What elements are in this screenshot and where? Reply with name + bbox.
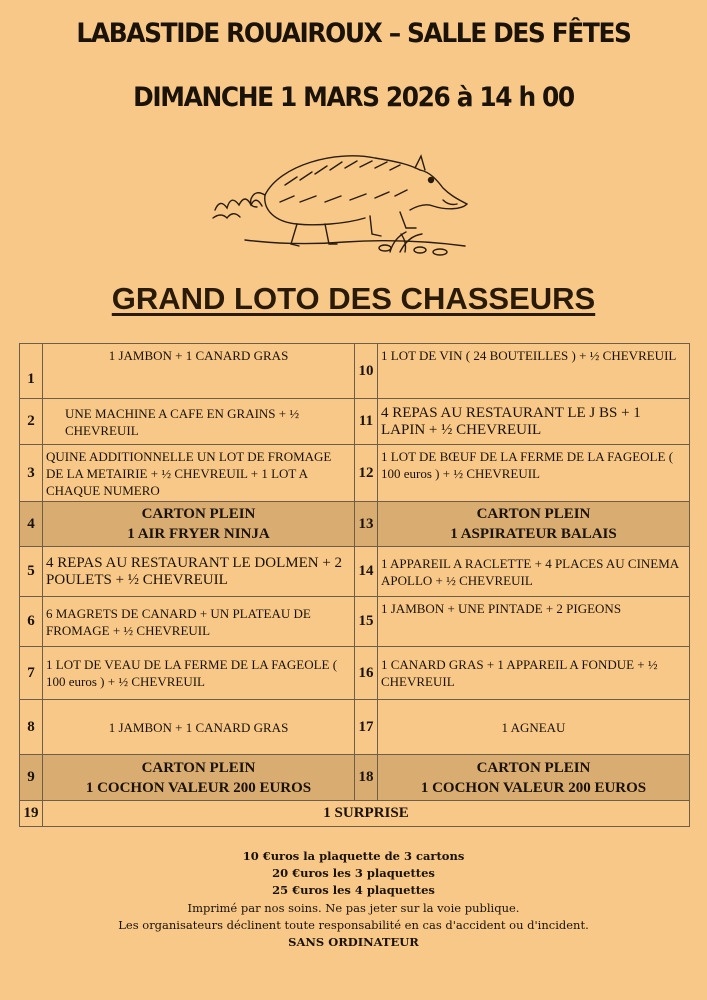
lot-number: 8 [20,700,43,755]
lot-number: 18 [355,755,378,801]
price-line: 10 €uros la plaquette de 3 cartons [242,849,465,863]
lot-description: 4 REPAS AU RESTAURANT LE J BS + 1 LAPIN + ½ CHEVREUIL [378,399,690,445]
lot-number: 17 [355,700,378,755]
lot-number: 11 [355,399,378,445]
lot-description [378,502,690,547]
lot-description: 1 APPAREIL A RACLETTE + 4 PLACES AU CINEMA APOLLO + ½ CHEVREUIL [378,547,690,597]
footer [0,848,707,951]
carton-prize: 1 ASPIRATEUR BALAIS [450,526,617,542]
lot-description [43,502,355,547]
page-title: GRAND LOTO DES CHASSEURS [111,281,596,316]
price-line: 20 €uros les 3 plaquettes [272,866,435,881]
lot-number: 19 [20,801,43,827]
lot-description: 1 JAMBON + UNE PINTADE + 2 PIGEONS [378,597,690,647]
lot-description: QUINE ADDITIONNELLE UN LOT DE FROMAGE DE LA METAIRIE + ½ CHEVREUIL + 1 LOT A CHAQUE NUMERO [43,445,355,502]
lot-description: 1 LOT DE VIN ( 24 BOUTEILLES ) + ½ CHEVREUIL [378,344,690,399]
lot-number: 1 [20,344,43,399]
lot-description: 1 LOT DE VEAU DE LA FERME DE LA FAGEOLE ( 100 euros ) + ½ CHEVREUIL [43,647,355,700]
lot-description: 4 REPAS AU RESTAURANT LE DOLMEN + 2 POULETS + ½ CHEVREUIL [43,547,355,597]
lot-number: 2 [20,399,43,445]
header-venue: LABASTIDE ROUAIROUX – SALLE DES FÊTES [76,18,631,49]
header-date: DIMANCHE 1 MARS 2026 à 14 h 00 [133,82,574,113]
lot-number: 5 [20,547,43,597]
lot-description: 1 JAMBON + 1 CANARD GRAS [43,344,355,399]
lot-description: 1 AGNEAU [378,700,690,755]
table-row [20,502,690,547]
table-row [20,647,690,700]
print-note: Imprimé par nos soins. Ne pas jeter sur la voie publique. [187,900,520,915]
prize-table [19,343,690,827]
table-row [20,344,690,399]
lot-number: 6 [20,597,43,647]
table-row [20,597,690,647]
table-row [20,801,690,827]
table-row [20,700,690,755]
lot-number: 12 [355,445,378,502]
lot-number: 9 [20,755,43,801]
carton-label: CARTON PLEIN [476,506,591,522]
lot-number: 3 [20,445,43,502]
lot-description: 1 SURPRISE [43,801,690,827]
lot-description [378,755,690,801]
table-row [20,755,690,801]
lot-description: 1 CANARD GRAS + 1 APPAREIL A FONDUE + ½ CHEVREUIL [378,647,690,700]
lot-description [43,755,355,801]
no-computer-note: SANS ORDINATEUR [288,935,419,950]
price-line: 25 €uros les 4 plaquettes [272,883,435,898]
lot-number: 4 [20,502,43,547]
liability-note: Les organisateurs déclinent toute responsabilité en cas d'accident ou d'incident. [118,917,589,932]
table-row [20,399,690,445]
table-row [20,445,690,502]
lot-number: 14 [355,547,378,597]
lot-number: 7 [20,647,43,700]
carton-prize: 1 COCHON VALEUR 200 EUROS [85,779,312,796]
lot-description: UNE MACHINE A CAFE EN GRAINS + ½ CHEVREUIL [43,399,355,445]
lot-number: 10 [355,344,378,399]
lot-description: 1 LOT DE BŒUF DE LA FERME DE LA FAGEOLE ( 100 euros ) + ½ CHEVREUIL [378,445,690,502]
carton-prize: 1 AIR FRYER NINJA [127,526,270,542]
carton-label: CARTON PLEIN [141,506,256,522]
lot-number: 15 [355,597,378,647]
lot-description: 1 JAMBON + 1 CANARD GRAS [43,700,355,755]
boar-illustration [205,140,475,260]
lot-number: 13 [355,502,378,547]
carton-label: CARTON PLEIN [476,759,591,776]
lot-number: 16 [355,647,378,700]
lot-description: 6 MAGRETS DE CANARD + UN PLATEAU DE FROMAGE + ½ CHEVREUIL [43,597,355,647]
table-row [20,547,690,597]
carton-prize: 1 COCHON VALEUR 200 EUROS [420,779,647,796]
carton-label: CARTON PLEIN [141,759,256,776]
